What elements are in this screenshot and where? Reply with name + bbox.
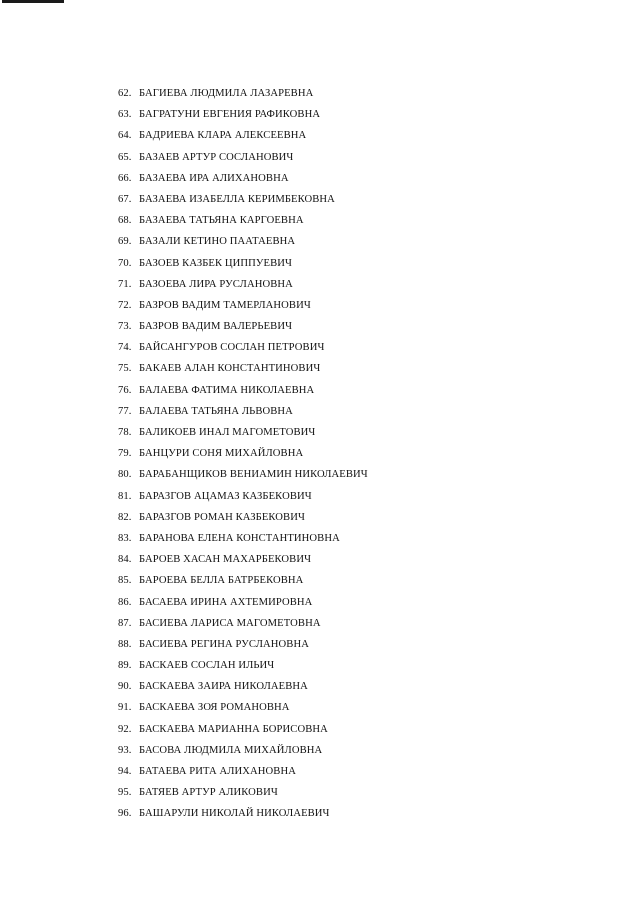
item-number: 70. (118, 257, 132, 269)
item-number: 91. (118, 702, 132, 714)
item-number: 65. (118, 151, 132, 163)
list-item (118, 358, 368, 379)
item-number: 87. (118, 617, 132, 629)
item-name: БАНЦУРИ СОНЯ МИХАЙЛОВНА (139, 448, 304, 460)
item-number: 77. (118, 405, 132, 417)
item-name: БАЗОЕВ КАЗБЕК ЦИППУЕВИЧ (139, 257, 292, 269)
list-item (118, 104, 368, 125)
item-name: БАТАЕВА РИТА АЛИХАНОВНА (139, 766, 296, 777)
list-item (118, 380, 368, 401)
item-name: БАРОЕВ ХАСАН МАХАРБЕКОВИЧ (139, 554, 312, 566)
list-item (118, 443, 368, 464)
item-number: 62. (118, 88, 132, 99)
item-name: БАЗРОВ ВАДИМ ТАМЕРЛАНОВИЧ (139, 299, 311, 311)
scan-edge-mark (2, 0, 64, 3)
list-item (118, 316, 368, 337)
item-number: 76. (118, 384, 132, 396)
item-name: БАЗОЕВА ЛИРА РУСЛАНОВНА (139, 278, 293, 290)
item-number: 69. (118, 236, 132, 248)
item-name: БАЗАЕВ АРТУР СОСЛАНОВИЧ (139, 151, 294, 163)
list-item (118, 83, 368, 104)
list-item (118, 422, 368, 443)
list-item (118, 740, 368, 761)
list-item (118, 486, 368, 507)
list-item (118, 549, 368, 570)
list-item (118, 189, 368, 210)
item-name: БАСКАЕВА ЗАИРА НИКОЛАЕВНА (139, 681, 308, 693)
list-item (118, 168, 368, 189)
list-item (118, 147, 368, 168)
item-number: 88. (118, 638, 132, 650)
item-name: БАДРИЕВА КЛАРА АЛЕКСЕЕВНА (139, 130, 307, 142)
item-number: 81. (118, 490, 132, 502)
item-name: БАСИЕВА ЛАРИСА МАГОМЕТОВНА (139, 617, 321, 629)
item-name: БАЗАЕВА ИРА АЛИХАНОВНА (139, 172, 289, 184)
list-item (118, 592, 368, 613)
list-item (118, 697, 368, 718)
item-name: БАРАЗГОВ РОМАН КАЗБЕКОВИЧ (139, 511, 305, 523)
item-name: БАЛАЕВА ФАТИМА НИКОЛАЕВНА (139, 384, 315, 396)
item-name: БАСКАЕВ СОСЛАН ИЛЬИЧ (139, 660, 275, 672)
item-name: БАСКАЕВА ЗОЯ РОМАНОВНА (139, 702, 290, 714)
item-number: 95. (118, 787, 132, 799)
list-item (118, 210, 368, 231)
item-number: 94. (118, 766, 132, 777)
list-item (118, 570, 368, 591)
item-name: БАСИЕВА РЕГИНА РУСЛАНОВНА (139, 638, 309, 650)
item-name: БАЗАЛИ КЕТИНО ПААТАЕВНА (139, 236, 296, 248)
item-number: 75. (118, 363, 132, 375)
list-item (118, 634, 368, 655)
item-number: 82. (118, 511, 132, 523)
list-item (118, 125, 368, 146)
item-name: БАЗРОВ ВАДИМ ВАЛЕРЬЕВИЧ (139, 321, 293, 333)
item-number: 66. (118, 172, 132, 184)
list-item (118, 528, 368, 549)
item-name: БАРОЕВА БЕЛЛА БАТРБЕКОВНА (139, 575, 304, 587)
list-item (118, 231, 368, 252)
list-item (118, 337, 368, 358)
item-name: БАЗАЕВА ТАТЬЯНА КАРГОЕВНА (139, 215, 304, 227)
list-item (118, 719, 368, 740)
item-number: 78. (118, 427, 132, 438)
item-name: БАТЯЕВ АРТУР АЛИКОВИЧ (139, 787, 278, 799)
item-number: 90. (118, 681, 132, 693)
list-item (118, 655, 368, 676)
list-item (118, 401, 368, 422)
item-name: БАРАНОВА ЕЛЕНА КОНСТАНТИНОВНА (139, 532, 340, 544)
item-number: 79. (118, 448, 132, 460)
item-name: БАЛИКОЕВ ИНАЛ МАГОМЕТОВИЧ (139, 427, 316, 438)
item-number: 71. (118, 278, 132, 290)
list-item (118, 782, 368, 803)
list-item (118, 803, 368, 824)
item-name: БАКАЕВ АЛАН КОНСТАНТИНОВИЧ (139, 363, 321, 375)
item-number: 93. (118, 744, 132, 756)
item-number: 72. (118, 299, 132, 311)
item-name: БАСАЕВА ИРИНА АХТЕМИРОВНА (139, 596, 313, 608)
item-number: 80. (118, 469, 132, 481)
item-name: БАСОВА ЛЮДМИЛА МИХАЙЛОВНА (139, 744, 323, 756)
item-name: БАГРАТУНИ ЕВГЕНИЯ РАФИКОВНА (139, 109, 321, 121)
list-item (118, 507, 368, 528)
item-name: БАЙСАНГУРОВ СОСЛАН ПЕТРОВИЧ (139, 342, 325, 354)
item-name: БАРАЗГОВ АЦАМАЗ КАЗБЕКОВИЧ (139, 490, 312, 502)
item-number: 83. (118, 532, 132, 544)
list-item (118, 253, 368, 274)
list-item (118, 464, 368, 485)
item-name: БАСКАЕВА МАРИАННА БОРИСОВНА (139, 723, 328, 735)
list-item (118, 295, 368, 316)
name-list (118, 83, 368, 825)
item-number: 73. (118, 321, 132, 333)
item-number: 64. (118, 130, 132, 142)
item-name: БАШАРУЛИ НИКОЛАЙ НИКОЛАЕВИЧ (139, 808, 330, 820)
item-number: 84. (118, 554, 132, 566)
item-number: 67. (118, 193, 132, 205)
item-name: БАГИЕВА ЛЮДМИЛА ЛАЗАРЕВНА (139, 88, 314, 99)
item-name: БАРАБАНЩИКОВ ВЕНИАМИН НИКОЛАЕВИЧ (139, 469, 368, 481)
item-number: 92. (118, 723, 132, 735)
item-number: 85. (118, 575, 132, 587)
list-item (118, 761, 368, 782)
item-number: 96. (118, 808, 132, 820)
list-item (118, 274, 368, 295)
item-name: БАЛАЕВА ТАТЬЯНА ЛЬВОВНА (139, 405, 293, 417)
list-item (118, 613, 368, 634)
item-number: 86. (118, 596, 132, 608)
item-number: 63. (118, 109, 132, 121)
list-item (118, 676, 368, 697)
item-number: 89. (118, 660, 132, 672)
item-name: БАЗАЕВА ИЗАБЕЛЛА КЕРИМБЕКОВНА (139, 193, 335, 205)
item-number: 68. (118, 215, 132, 227)
item-number: 74. (118, 342, 132, 354)
